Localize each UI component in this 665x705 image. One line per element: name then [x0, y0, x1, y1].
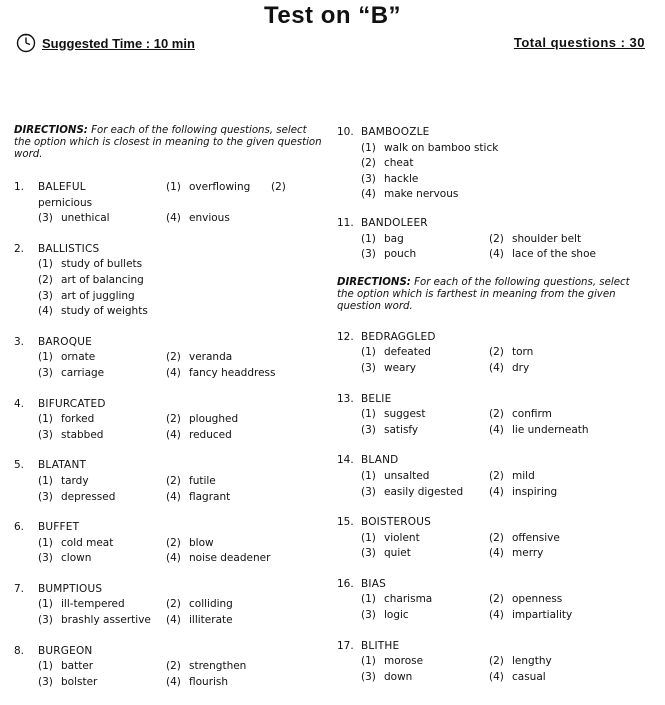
option-2[interactable]: [489, 592, 617, 608]
question-word: BLATANT: [38, 459, 87, 472]
option-2[interactable]: [166, 659, 294, 675]
option-number: (1): [361, 655, 376, 668]
option-3[interactable]: [361, 608, 489, 624]
question-2: [14, 242, 324, 320]
option-2[interactable]: [166, 350, 294, 366]
option-number: (4): [489, 485, 504, 498]
option-number: (3): [38, 552, 53, 565]
suggested-time-label: Suggested Time : 10 min: [42, 35, 195, 51]
option-4[interactable]: [489, 485, 617, 501]
option-text: study of weights: [61, 305, 148, 318]
option-text: clown: [61, 552, 92, 565]
option-3[interactable]: [38, 366, 166, 382]
question-word: BEDRAGGLED: [361, 330, 436, 343]
option-1[interactable]: [361, 592, 489, 608]
question-word: BLAND: [361, 454, 399, 467]
option-number: (3): [38, 675, 53, 688]
option-number: (1): [38, 351, 53, 364]
option-number: (1): [361, 469, 376, 482]
question-word: BALEFUL: [38, 181, 86, 193]
option-2[interactable]: [489, 232, 617, 248]
option-text: satisfy: [384, 423, 419, 436]
option-1[interactable]: [38, 350, 166, 366]
option-text: strengthen: [189, 660, 247, 673]
question-13: [337, 392, 649, 439]
option-number: (1): [38, 598, 53, 611]
option-number: (3): [361, 248, 376, 261]
option-text: pernicious: [38, 196, 93, 209]
option-number: (3): [361, 485, 376, 498]
question-number: 7.: [14, 582, 25, 595]
option-4[interactable]: [489, 247, 617, 263]
option-text: dry: [512, 361, 530, 374]
option-number: (1): [361, 408, 376, 421]
option-number: (3): [38, 490, 53, 503]
option-text: openness: [512, 593, 563, 606]
question-number: 1.: [14, 181, 25, 193]
question-15: [337, 515, 649, 562]
option-3[interactable]: [361, 172, 649, 188]
option-number: (3): [38, 212, 53, 225]
option-text: unsalted: [384, 469, 430, 482]
option-number: (4): [166, 675, 181, 688]
option-3[interactable]: [38, 551, 166, 567]
option-4[interactable]: [489, 546, 617, 562]
option-number: (4): [166, 212, 181, 225]
option-text: batter: [61, 660, 94, 673]
question-word: BUMPTIOUS: [38, 582, 103, 595]
question-word: BALLISTICS: [38, 242, 100, 255]
right-column: [337, 125, 649, 700]
question-word: BIFURCATED: [38, 397, 106, 410]
question-10: [337, 125, 649, 203]
question-number: 17.: [337, 639, 354, 652]
option-3[interactable]: [38, 289, 324, 305]
option-text: reduced: [189, 428, 232, 441]
option-text: logic: [384, 609, 409, 622]
option-text: noise deadener: [189, 552, 271, 565]
question-word: BOISTEROUS: [361, 516, 432, 529]
question-17: [337, 639, 649, 686]
option-number: (4): [166, 552, 181, 565]
option-3[interactable]: [361, 485, 489, 501]
option-number: (2): [166, 598, 181, 611]
option-number: (3): [361, 609, 376, 622]
option-4[interactable]: [166, 211, 294, 227]
option-number: (2): [489, 531, 504, 544]
option-text: impartiality: [512, 609, 573, 622]
left-column: [14, 125, 324, 705]
option-1[interactable]: [38, 412, 166, 428]
question-6: [14, 520, 324, 567]
option-2[interactable]: [489, 345, 617, 361]
question-word: BAROQUE: [38, 335, 92, 348]
option-1[interactable]: [38, 597, 166, 613]
question-word: BANDOLEER: [361, 216, 428, 229]
option-number: (2): [166, 660, 181, 673]
question-12: [337, 330, 649, 377]
question-number: 8.: [14, 644, 25, 657]
option-number: (1): [361, 531, 376, 544]
option-text: ornate: [61, 351, 96, 364]
option-1[interactable]: [38, 474, 166, 490]
directions-heading: DIRECTIONS:: [14, 125, 88, 136]
option-text: ploughed: [189, 413, 239, 426]
option-2[interactable]: [166, 597, 294, 613]
option-number: (1): [361, 593, 376, 606]
option-number: (3): [38, 366, 53, 379]
option-2[interactable]: [489, 531, 617, 547]
option-3[interactable]: [361, 247, 489, 263]
option-1[interactable]: [361, 531, 489, 547]
question-word: BAMBOOZLE: [361, 126, 430, 138]
option-1[interactable]: [361, 407, 489, 423]
option-text: casual: [512, 670, 546, 683]
option-text: art of juggling: [61, 289, 135, 302]
option-2[interactable]: [489, 654, 617, 670]
option-text: down: [384, 670, 413, 683]
option-number: (3): [361, 361, 376, 374]
option-4[interactable]: [489, 361, 617, 377]
option-number: (1): [361, 141, 376, 154]
option-3[interactable]: [38, 490, 166, 506]
option-text: flourish: [189, 675, 229, 688]
option-number: (4): [489, 547, 504, 560]
option-text: tardy: [61, 474, 89, 487]
option-text: lace of the shoe: [512, 248, 596, 261]
option-text: overflowing: [189, 181, 251, 193]
option-text: weary: [384, 361, 417, 374]
option-number: (4): [489, 670, 504, 683]
option-number: (4): [489, 609, 504, 622]
option-number: (1): [38, 474, 53, 487]
option-4[interactable]: [166, 613, 294, 629]
option-4[interactable]: [166, 428, 294, 444]
option-number: (4): [489, 361, 504, 374]
option-number: (4): [166, 614, 181, 627]
question-number: 2.: [14, 242, 25, 255]
option-1[interactable]: [166, 180, 271, 196]
option-number: (2): [489, 346, 504, 359]
option-text: inspiring: [512, 485, 558, 498]
directions-text: For each of the following questions, select the option which is farthest in meaning from the given question word.: [337, 276, 630, 312]
option-number: (3): [38, 428, 53, 441]
directions-closest: [14, 125, 324, 161]
question-3: [14, 335, 324, 382]
question-number: 4.: [14, 397, 25, 410]
option-number: (3): [361, 670, 376, 683]
option-4[interactable]: [166, 675, 294, 691]
page-title: Test on “B”: [263, 2, 402, 29]
option-1[interactable]: [361, 345, 489, 361]
option-number: (2): [166, 474, 181, 487]
option-text: violent: [384, 531, 420, 544]
option-text: morose: [384, 655, 424, 668]
option-text: illiterate: [189, 614, 233, 627]
option-text: mild: [512, 469, 535, 482]
question-4: [14, 397, 324, 444]
option-1[interactable]: [361, 654, 489, 670]
option-number: (2): [489, 232, 504, 245]
directions-farthest: [337, 277, 649, 313]
option-number: (1): [38, 660, 53, 673]
option-text: carriage: [61, 366, 105, 379]
option-text: forked: [61, 413, 95, 426]
option-text: colliding: [189, 598, 233, 611]
question-14: [337, 453, 649, 500]
option-1[interactable]: [38, 659, 166, 675]
option-2[interactable]: [38, 273, 324, 289]
option-number: (2): [38, 273, 53, 286]
option-number: (4): [166, 490, 181, 503]
option-number: (4): [489, 423, 504, 436]
option-4[interactable]: [166, 551, 294, 567]
option-text: envious: [189, 212, 230, 225]
option-2[interactable]: [489, 469, 617, 485]
option-text: make nervous: [384, 188, 459, 201]
option-4[interactable]: [489, 670, 617, 686]
option-text: lie underneath: [512, 423, 589, 436]
option-3[interactable]: [38, 675, 166, 691]
option-number: (2): [489, 655, 504, 668]
question-8: [14, 644, 324, 691]
option-text: defeated: [384, 346, 431, 359]
option-text: cold meat: [61, 536, 114, 549]
option-3[interactable]: [361, 546, 489, 562]
option-text: shoulder belt: [512, 232, 582, 245]
option-3[interactable]: [38, 428, 166, 444]
option-text: lengthy: [512, 655, 552, 668]
question-11: [337, 216, 649, 263]
option-text: brashly assertive: [61, 614, 151, 627]
option-number: (3): [38, 289, 53, 302]
option-text: bolster: [61, 675, 98, 688]
option-text: bag: [384, 232, 404, 245]
question-number: 14.: [337, 454, 354, 467]
question-1: [14, 180, 324, 227]
option-text: futile: [189, 474, 216, 487]
question-16: [337, 577, 649, 624]
suggested-time: [16, 33, 195, 53]
clock-icon: [16, 33, 36, 53]
option-text: art of balancing: [61, 273, 144, 286]
option-1[interactable]: [361, 232, 489, 248]
option-2[interactable]: [166, 536, 294, 552]
option-4[interactable]: [361, 187, 649, 203]
option-text: flagrant: [189, 490, 231, 503]
option-number: (4): [166, 428, 181, 441]
option-number: (1): [38, 536, 53, 549]
option-text: walk on bamboo stick: [384, 141, 499, 154]
option-1[interactable]: [361, 141, 649, 157]
option-number: (3): [361, 547, 376, 560]
option-number: (2): [166, 536, 181, 549]
option-text: suggest: [384, 408, 426, 421]
option-3[interactable]: [361, 361, 489, 377]
option-2[interactable]: [166, 474, 294, 490]
option-number: (1): [38, 413, 53, 426]
option-number: (1): [38, 258, 53, 271]
option-number: (1): [361, 232, 376, 245]
option-number: (2): [361, 157, 376, 170]
option-number: (3): [361, 172, 376, 185]
option-text: merry: [512, 547, 544, 560]
option-3[interactable]: [38, 211, 166, 227]
option-number: (2): [271, 181, 286, 193]
option-number: (4): [361, 188, 376, 201]
option-text: pouch: [384, 248, 417, 261]
option-text: confirm: [512, 408, 552, 421]
option-number: (2): [489, 408, 504, 421]
option-number: (3): [361, 423, 376, 436]
option-3[interactable]: [361, 670, 489, 686]
question-number: 15.: [337, 516, 354, 529]
option-text: veranda: [189, 351, 233, 364]
question-number: 16.: [337, 577, 354, 590]
option-text: offensive: [512, 531, 560, 544]
question-word: BUFFET: [38, 521, 80, 534]
option-text: depressed: [61, 490, 116, 503]
option-text: hackle: [384, 172, 419, 185]
option-2[interactable]: [489, 407, 617, 423]
option-4[interactable]: [38, 304, 324, 320]
question-word: BELIE: [361, 392, 392, 405]
option-text: easily digested: [384, 485, 464, 498]
option-number: (1): [166, 181, 181, 193]
option-text: blow: [189, 536, 214, 549]
option-number: (3): [38, 614, 53, 627]
option-text: ill-tempered: [61, 598, 125, 611]
option-text: study of bullets: [61, 258, 143, 271]
question-7: [14, 582, 324, 629]
option-number: (2): [166, 351, 181, 364]
option-4[interactable]: [489, 423, 617, 439]
option-3[interactable]: [38, 613, 166, 629]
option-2[interactable]: [361, 156, 649, 172]
option-number: (2): [166, 413, 181, 426]
question-number: 12.: [337, 330, 354, 343]
question-number: 13.: [337, 392, 354, 405]
option-1[interactable]: [38, 257, 324, 273]
option-number: (4): [38, 305, 53, 318]
option-4[interactable]: [166, 366, 294, 382]
option-text: fancy headdress: [189, 366, 276, 379]
option-2[interactable]: [14, 196, 324, 212]
option-number: (2): [489, 593, 504, 606]
option-text: torn: [512, 346, 534, 359]
option-text: cheat: [384, 157, 414, 170]
option-3[interactable]: [361, 423, 489, 439]
option-4[interactable]: [489, 608, 617, 624]
question-word: BLITHE: [361, 639, 400, 652]
question-number: 3.: [14, 335, 25, 348]
option-4[interactable]: [166, 490, 294, 506]
option-number: (4): [489, 248, 504, 261]
option-number: (1): [361, 346, 376, 359]
option-1[interactable]: [38, 536, 166, 552]
question-word: BIAS: [361, 577, 386, 590]
option-1[interactable]: [361, 469, 489, 485]
question-number: 10.: [337, 126, 354, 138]
option-text: stabbed: [61, 428, 104, 441]
question-5: [14, 458, 324, 505]
directions-text: For each of the following questions, select the option which is closest in meaning to the given question word.: [14, 125, 322, 160]
total-questions: Total questions : 30: [513, 35, 645, 50]
option-2[interactable]: [166, 412, 294, 428]
directions-heading: DIRECTIONS:: [337, 276, 411, 288]
option-text: unethical: [61, 212, 110, 225]
question-number: 11.: [337, 216, 354, 229]
option-number: (2): [489, 469, 504, 482]
option-text: quiet: [384, 547, 411, 560]
question-word: BURGEON: [38, 644, 93, 657]
question-number: 5.: [14, 459, 25, 472]
option-number: (4): [166, 366, 181, 379]
option-text: charisma: [384, 593, 433, 606]
question-number: 6.: [14, 521, 25, 534]
